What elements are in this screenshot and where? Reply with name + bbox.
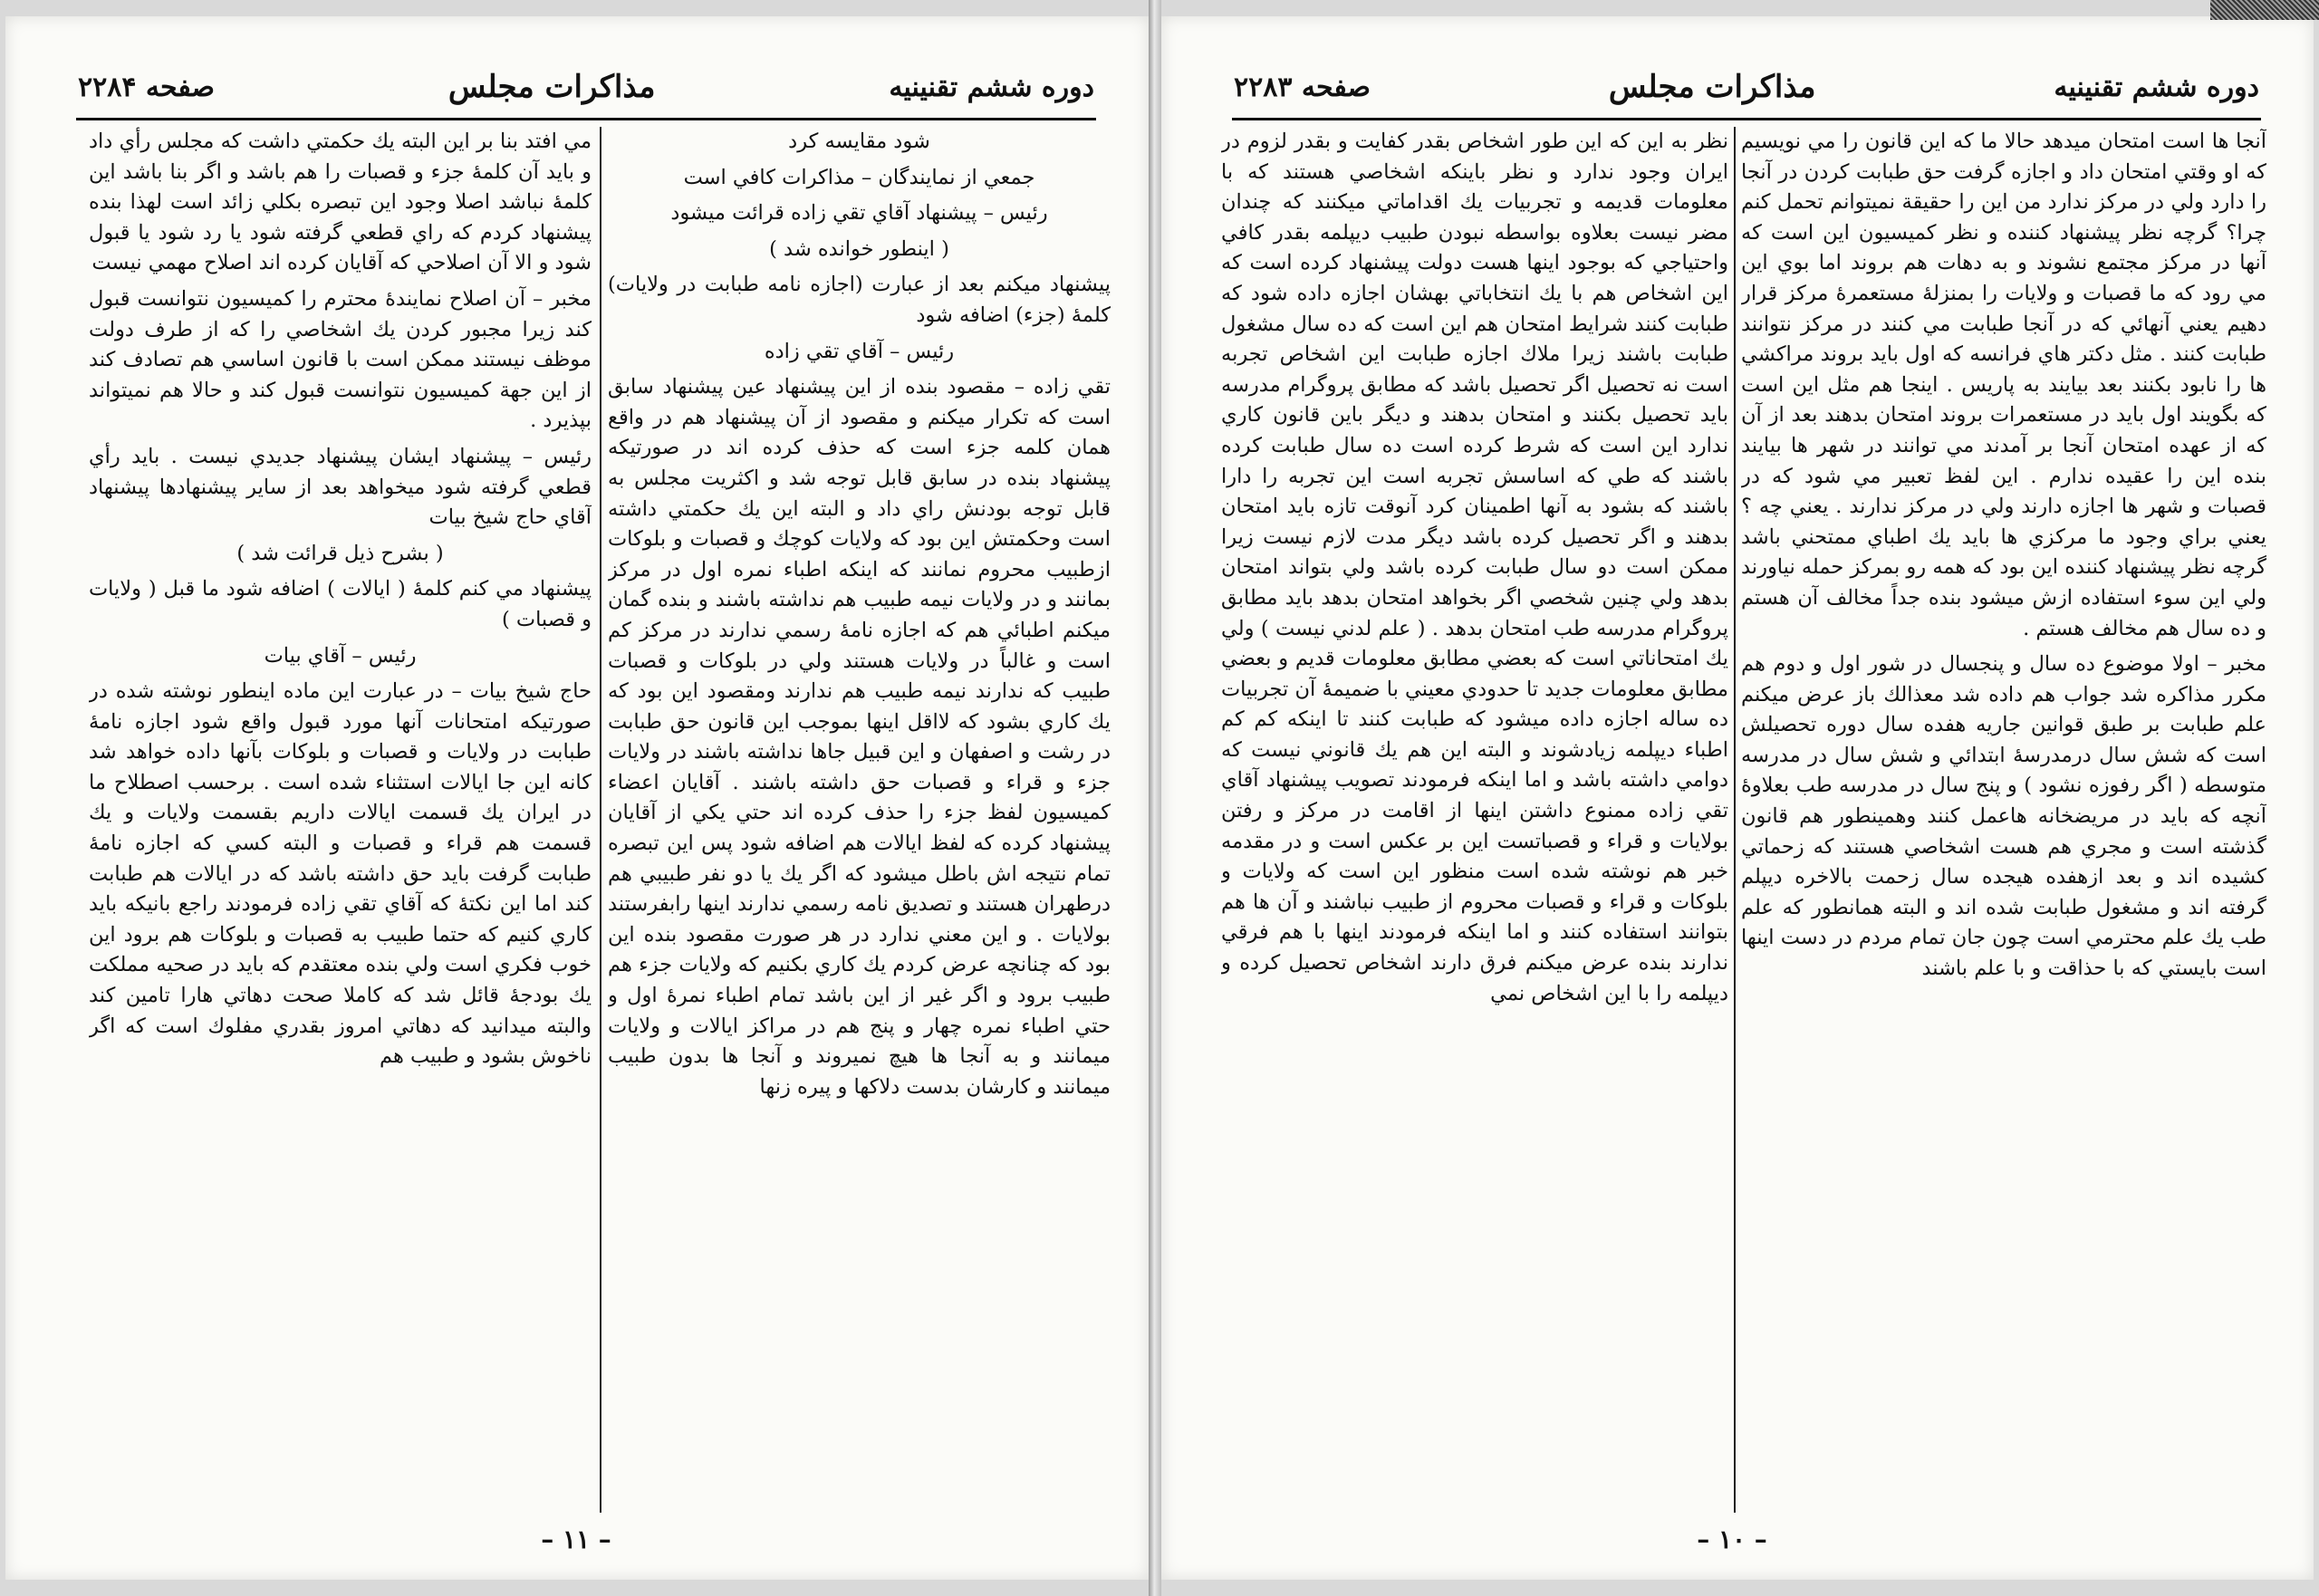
page-number-label: صفحه ۲۲۸۴ [78,71,215,103]
paragraph: مخبر – اولا موضوع ده سال و پنجسال در شور اول و دوم هم مكرر مذاكره شد جواب هم داده شد معذالك باز عرض ميكنم علم طبابت بر طبق قوانين جاريه هفده سال دوره تحصيلش است كه شش سال درمدرسهٔ ابتدائي و شش سال در مدرسه متوسطه ( اگر رفوزه نشود ) و پنج سال در مدرسه طب بعلاوهٔ آنچه كه بايد در مريضخانه هاعمل كنند وهمينطور هم قانون گذشته است و مجري هم هست اشخاصي هستند كه زحماتي كشيده اند و بعد ازهفده هيجده سال زحمت بالاخره ديپلم گرفته اند و مشغول طبابت شده اند و البته همانطور كه علم طب يك علم محترمي است چون جان تمام مردم در دست اينها است بايستي كه با حذاقت و با علم باشند [1741,652,2266,981]
paragraph: حاج شيخ بيات – در عبارت اين ماده اينطور نوشته شده در صورتيكه امتحانات آنها مورد قبول واقع شود اجازه نامهٔ طبابت در ولايات و قصبات و بلوكات بآنها داده خواهد شد كانه اين جا ايالات استثناء شده است . برحسب اصطلاح ما در ايران يك قسمت ايالات داريم بقسمت ولايات و يك قسمت هم قراء و قصبات و البته كسي كه اجازه نامهٔ طبابت گرفت بايد حق داشته باشد كه در ايالات هم طبابت كند اما اين نكتهٔ كه آقاي تقي زاده فرمودند راجع بانيكه بايد كاري كنيم كه حتما طبيب به قصبات و بلوكات هم برود اين خوب فكري است ولي بنده معتقدم كه بايد در صحيه مملكت يك بودجهٔ قائل شد كه كاملا صحت دهاتي هارا تامين كند والبته ميدانيد كه دهاتي امروز بقدري مفلوك است كه اگر ناخوش بشود و طبيب هم [89,679,592,1069]
left-page-right-column [608,127,1111,1513]
paragraph: نظر به اين كه اين طور اشخاص بقدر كفايت و بقدر لزوم در ايران وجود ندارد و نظر باينكه اشخاصي هستند كه با معلومات قديمه و تجربيات يك اقداماتي ميكنند كه چندان مضر نيست بعلاوه بواسطه نبودن طبيب ديپلمه بقدر كافي واحتياجي كه بوجود اينها هست دولت پيشنهاد كرده است كه اين اشخاص هم با يك انتخاباتي بهشان اجازه داده شود كه طبابت كنند شرايط امتحان هم اين است كه ده سال مشغول طبابت باشند زيرا ملاك اجازه طبابت اين اشخاص تجربه است نه تحصيل اگر تحصيل باشد كه مطابق پروگرام مدرسه بايد تحصيل بكنند و امتحان بدهند و ديگر باين قانون كاري ندارد اين است كه شرط كرده است ده سال طبابت كرده باشند كه طي كه اساسش تجربه است اين تجربه را دارا باشند كه بشود به آنها اطمينان كرد آنوقت تازه بايد امتحان بدهند و اگر تحصيل كرده باشد ديگر مدت لازم نيست زيرا ممكن است دو سال طبابت كرده باشد ولي بتواند امتحان بدهد ولي چنين شخصي اگر بخواهد امتحان بدهد بايد مطابق پروگرام مدرسه طب امتحان بدهد . ( علم لدني نيست ) ولي يك امتحاناتي است كه بعضي مطابق معلومات قديم و بعضي مطابق معلومات جديد تا حدودي معيني با ضميمهٔ آن تجربيات ده ساله اجازه داده ميشود كه طبابت كنند تا اينكه كم كم اطباء ديپلمه زيادشوند و البته اين هم يك قانوني نيست كه دوامي داشته باشد و اما اينكه فرمودند تصويب پيشنهاد آقاي تقي زاده ممنوع داشتن اينها از اقامت در مركز و رفتن بولايات و قراء و قصباتست اين بر عكس است و در مقدمه خبر هم نوشته شده است منظور اين است كه ولايات و بلوكات و قراء و قصبات محروم از طبيب نباشند و آن ها هم بتوانند استفاده كنند و اما اينكه فرمودند اينها با هم فرقي ندارند بنده عرض ميكنم فرق دارند اشخاص تحصيل كرده و ديپلمه را با اين اشخاص نمي [1221,130,1728,1005]
scan-edge-noise [2210,0,2319,20]
paragraph: جمعي از نمايندگان – مذاكرات كافي است [683,165,1035,189]
paragraph: رئيس – آقاي تقي زاده [764,339,955,363]
paragraph: پيشنهاد ميكنم بعد از عبارت (اجازه نامه طبابت در ولايات) كلمهٔ (جزء) اضافه شود [608,273,1111,327]
header-rule [76,118,1096,120]
right-page-header [1234,63,2259,111]
column-divider [600,127,601,1513]
paragraph: پيشنهاد مي كنم كلمهٔ ( ايالات ) اضافه شود ما قبل ( ولايات و قصبات ) [89,577,592,631]
page-number-label: صفحه ۲۲۸۳ [1234,71,1371,103]
right-page-left-column [1221,127,1728,1513]
session-label: دوره ششم تقنينيه [889,71,1094,103]
column-divider [1734,127,1736,1513]
left-page-left-column [89,127,592,1513]
paragraph: رئيس – پيشنهاد ايشان پيشنهاد جديدي نيست . بايد رأي قطعي گرفته شود ميخواهد بعد از ساير پيشنهادها پيشنهاد آقاي حاج شيخ بيات [89,444,592,530]
folio-number: – ١٠ – [1697,1524,1767,1554]
left-page-header [78,63,1094,111]
folio-number: – ١١ – [541,1524,611,1554]
page-title: مذاکرات مجلس [447,69,656,105]
paragraph: آنجا ها است امتحان ميدهد حالا ما كه اين قانون را مي نويسيم كه او وقتي امتحان داد و اجازه گرفت حق طبابت كردن در آنجا را دارد ولي در مركز ندارد من اين را حقيقة نميتوانم تحمل كنم چرا؟ گرچه نظر پيشنهاد كننده و نظر كميسيون اين است كه آنها در مركز مجتمع نشوند و به دهات هم بروند اما بوي اين مي رود كه ما قصبات و ولايات را بمنزلهٔ مستعمرهٔ مركز قرار دهيم يعني آنهائي كه در آنجا طبابت مي كنند در مركز نتوانند طبابت كنند . مثل دكتر هاي فرانسه كه اول بايد بروند مراكشي ها را نابود بكنند بعد بيايند به پاريس . اينجا هم مثل اين است كه بگويند اول بايد در مستعمرات بروند امتحان بدهند بعد از آن كه از عهده امتحان آنجا بر آمدند مي توانند در شهر ها بيايند بنده اين را عقيده ندارم . اين لفظ تعبير مي شود كه در قصبات و شهر ها اجازه دارند ولي در مركز ندارند . يعني چه ؟ يعني براي وجود ما مركزي ها بايد يك اطباي ممتحني باشد گرچه نظر پيشنهاد كننده اين بود كه همه رو بمركز حمله نياورند ولي اين سوء استفاده ازش ميشود بنده جداً مخالف آن هستم و ده سال هم مخالف هستم . [1741,130,2266,640]
paragraph: رئيس – پيشنهاد آقاي تقي زاده قرائت ميشود [670,201,1048,226]
session-label: دوره ششم تقنينيه [2054,71,2259,103]
paragraph: ( بشرح ذيل قرائت شد ) [236,541,444,565]
paragraph: مي افتد بنا بر اين البته يك حكمتي داشت كه مجلس رأي داد و بايد آن كلمهٔ جزء و قصبات را هم باشد و اگر بنا باشد اين كلمهٔ نباشد اصلا وجود اين تبصره بكلي زائد است لهذا بنده پيشنهاد كردم كه راي قطعي گرفته شود يا رد شود يا قبول شود و الا آن اصلاحي كه آقايان كرده اند اصلاح مهمي نيست [89,130,592,275]
paragraph: شود مقايسه كرد [788,130,930,153]
paragraph: مخبر – آن اصلاح نمايندهٔ محترم را كميسيون نتوانست قبول كند زيرا مجبور كردن يك اشخاصي را كه از طرف دولت موظف نيستند ممكن است با قانون اساسي هم تصادف كند از اين جهة كميسيون نتوانست قبول كند و حالا هم نميتواند بپذيرد . [89,286,592,433]
left-page [5,16,1149,1580]
right-page-right-column [1741,127,2266,1513]
paragraph: رئيس – آقاي بيات [264,643,417,668]
page-title: مذاکرات مجلس [1608,69,1816,105]
book-gutter [1149,0,1161,1596]
paragraph: تقي زاده – مقصود بنده از اين پيشنهاد عين پيشنهاد سابق است كه تكرار ميكنم و مقصود از آن پيشنهاد هم در واقع همان كلمه جزء است كه حذف كرده اند در صورتيكه پيشنهاد بنده در سابق قابل توجه شد و اكثريت مجلس به قابل توجه بودنش راي داد و البته اين يك حكمتي داشته است وحكمتش اين بود كه ولايات كوچك و قصبات و بلوكات ازطبيب محروم نمانند كه اينكه اطباء نمره اول در مركز بمانند و در ولايات نيمه طبيب هم نداشته باشند و بنده گمان ميكنم اطبائي هم كه اجازه نامهٔ رسمي ندارند در مركز كم است و غالباً در ولايات هستند ولي در بلوكات و قصبات طبيب كه ندارند نيمه طبيب هم ندارند ومقصود اين بود كه يك كاري بشود كه لااقل اينها بموجب اين قانون حق طبابت در رشت و اصفهان و اين قبيل جاها نداشته باشند در ولايات جزء و قراء و قصبات حق داشته باشند . آقايان اعضاء كميسيون لفظ جزء را حذف كرده اند حتي يكي از آقايان پيشنهاد كرده كه لفظ ايالات هم اضافه شود پس اين تبصره تمام نتيجه اش باطل ميشود كه اگر يك يا دو نفر طبيبي هم درطهران هستند و تصديق نامه رسمي ندارند اينها رابفرستند بولايات . و اين معني ندارد در هر صورت مقصود بنده اين بود كه چنانچه عرض كردم يك كاري بكنيم كه ولايات جزء هم طبيب برود و اگر غير از اين باشد تمام اطباء نمرهٔ اول و حتي اطباء نمره چهار و پنج هم در مراكز ايالات و ولايات ميمانند و به آنجا ها هيچ نميروند و آنجا ها بدون طبيب ميمانند و كارشان بدست دلاكها و پيره زنها [608,375,1111,1099]
header-rule [1232,118,2261,120]
right-page [1161,16,2314,1580]
paragraph: ( اينطور خوانده شد ) [769,236,949,261]
